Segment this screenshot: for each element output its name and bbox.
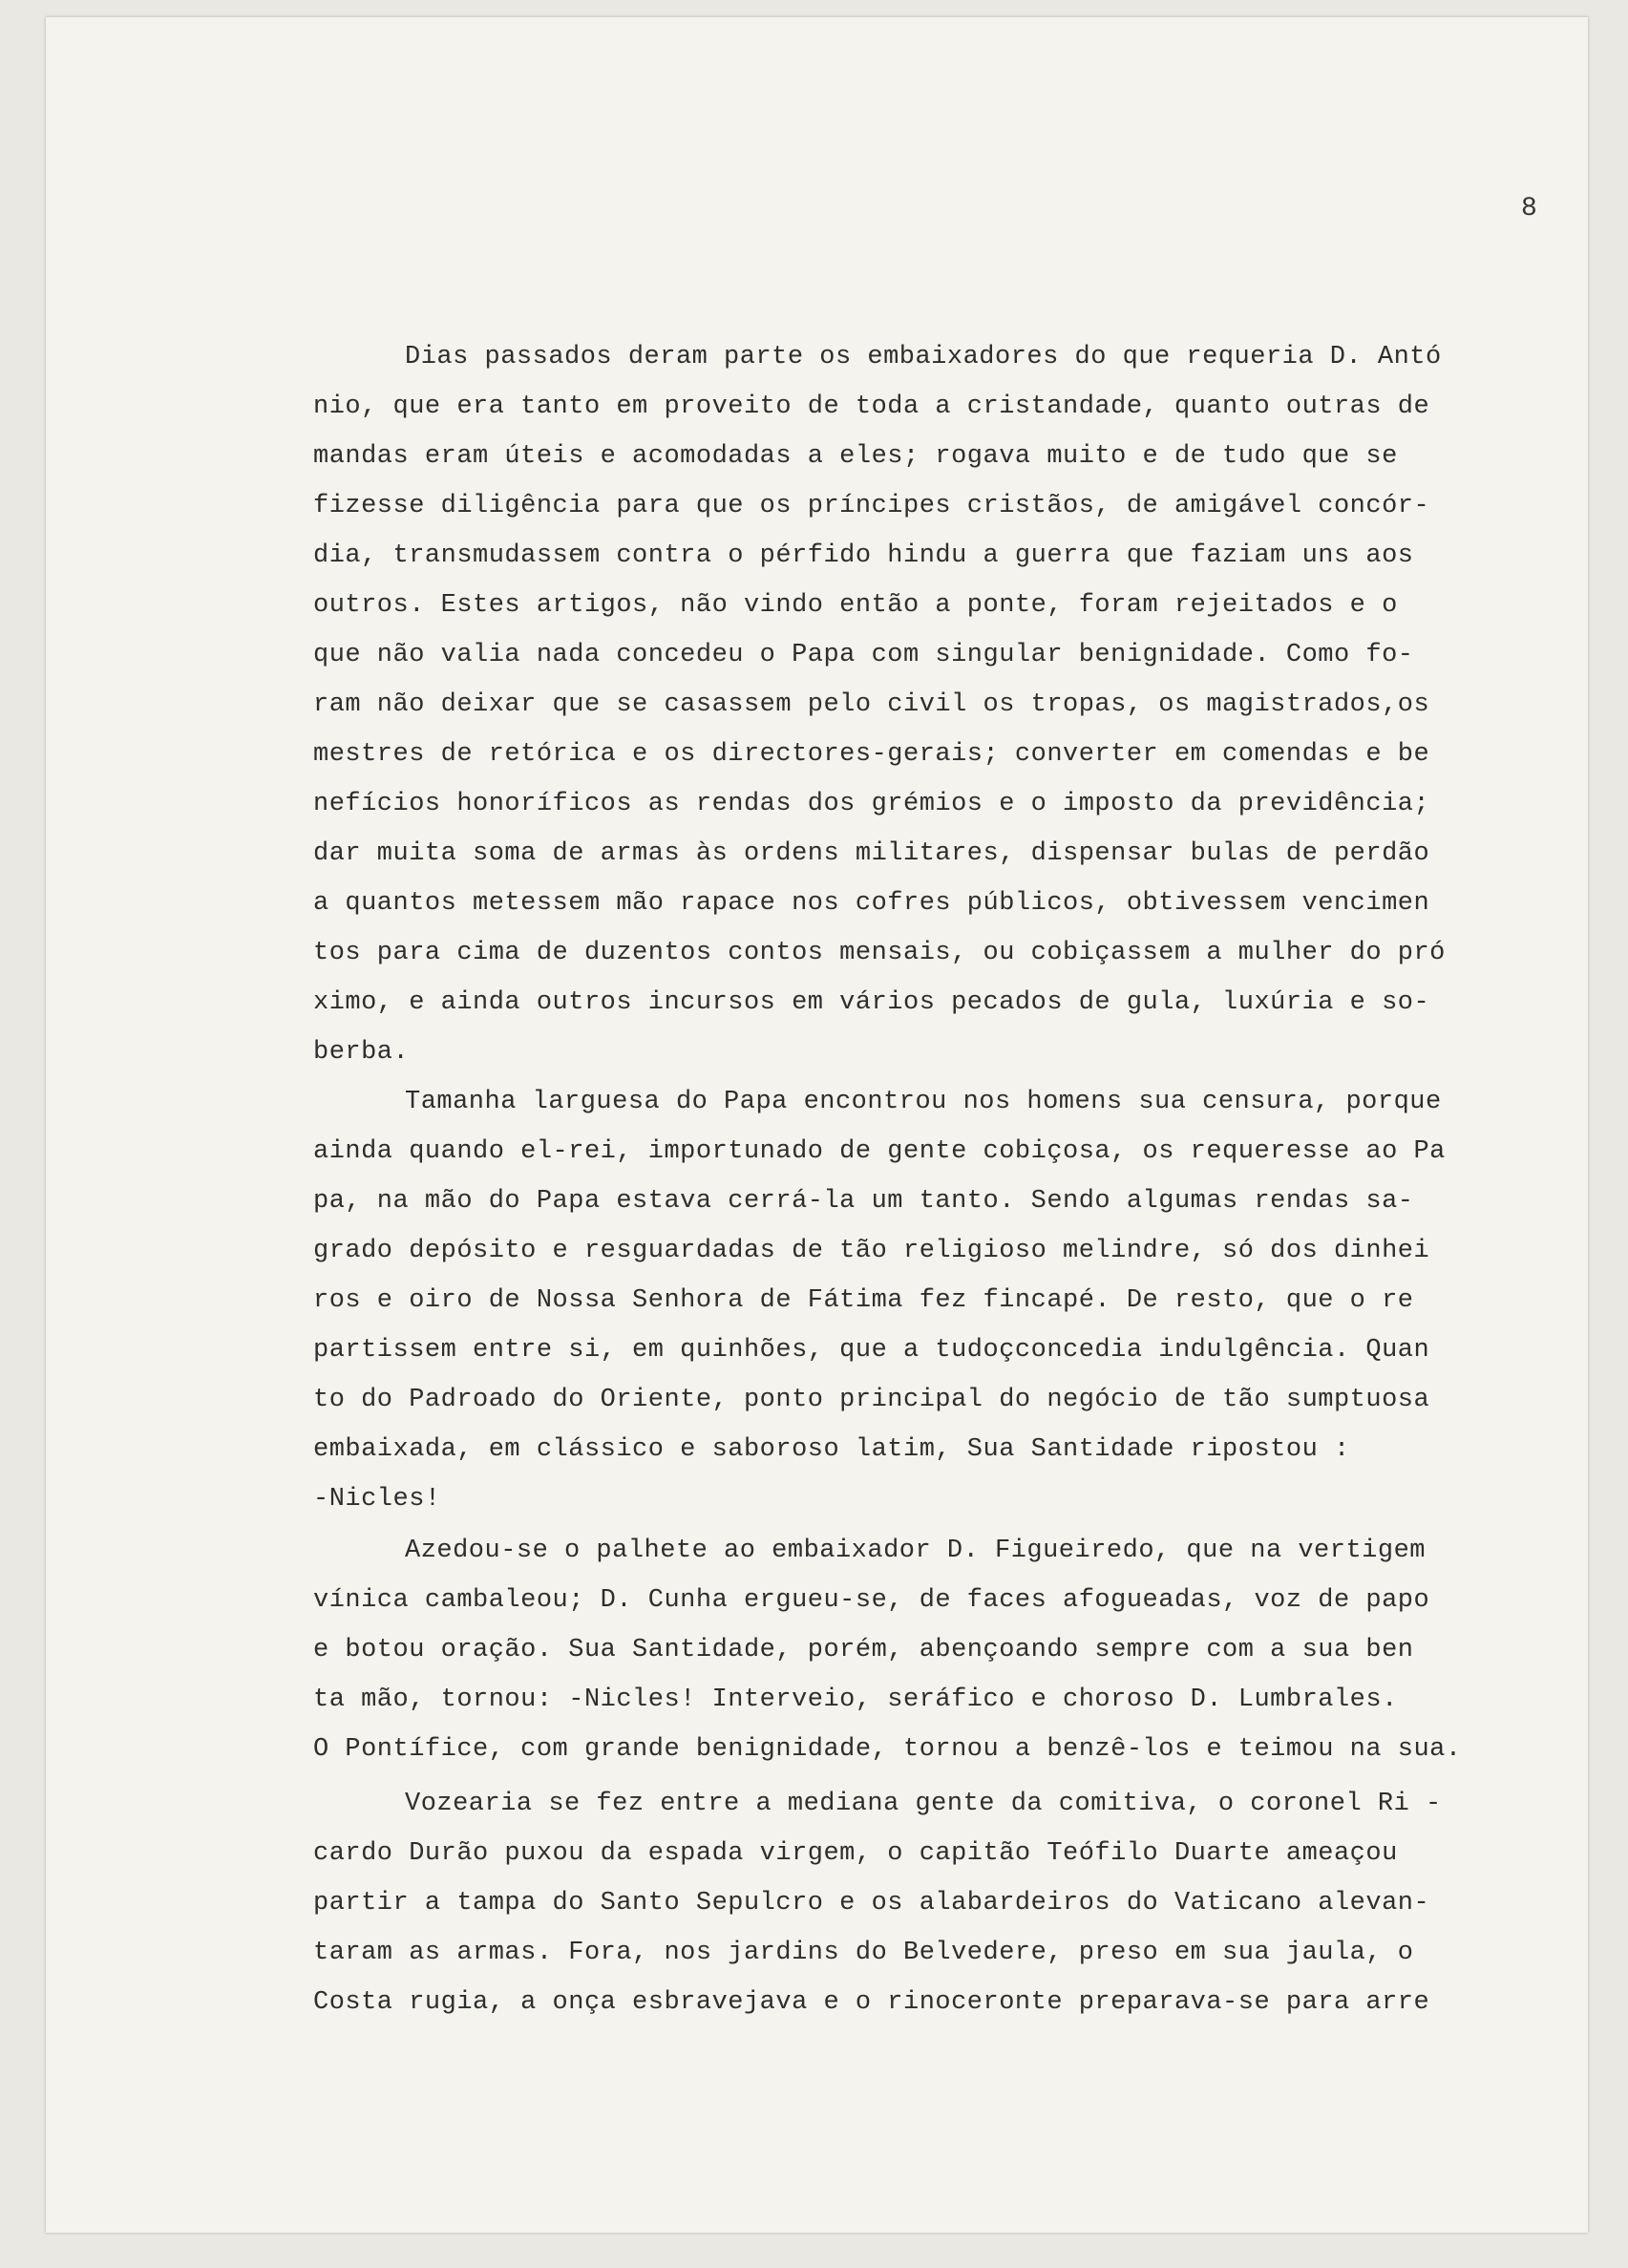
text-line: ximo, e ainda outros incursos em vários pecados de gula, luxúria e so-	[313, 988, 1430, 1017]
text-line: pa, na mão do Papa estava cerrá-la um tanto. Sendo algumas rendas sa-	[313, 1187, 1414, 1216]
text-line: to do Padroado do Oriente, ponto principal do negócio de tão sumptuosa	[313, 1386, 1430, 1414]
paragraph-4	[313, 1779, 1540, 2027]
text-line: ram não deixar que se casassem pelo civil os tropas, os magistrados,os	[313, 690, 1430, 719]
text-line: mandas eram úteis e acomodadas a eles; rogava muito e de tudo que se	[313, 442, 1398, 471]
text-line: a quantos metessem mão rapace nos cofres públicos, obtivessem vencimen	[313, 889, 1430, 918]
text-line: mestres de retórica e os directores-gerais; converter em comendas e be	[313, 740, 1430, 769]
text-line: cardo Durão puxou da espada virgem, o capitão Teófilo Duarte ameaçou	[313, 1839, 1398, 1868]
text-line: Tamanha larguesa do Papa encontrou nos homens sua censura, porque	[405, 1088, 1442, 1116]
text-line: vínica cambaleou; D. Cunha ergueu-se, de faces afogueadas, voz de papo	[313, 1586, 1430, 1615]
text-line: dia, transmudassem contra o pérfido hindu a guerra que faziam uns aos	[313, 541, 1414, 570]
page-number: 8	[1521, 194, 1537, 223]
paragraph-2	[313, 1077, 1540, 1524]
text-line: ta mão, tornou: -Nicles! Interveio, seráfico e choroso D. Lumbrales.	[313, 1685, 1398, 1714]
text-line: Costa rugia, a onça esbravejava e o rinoceronte preparava-se para arre	[313, 1988, 1430, 2017]
text-line: O Pontífice, com grande benignidade, tornou a benzê-los e teimou na sua.	[313, 1735, 1462, 1764]
text-line: outros. Estes artigos, não vindo então a ponte, foram rejeitados e o	[313, 591, 1398, 620]
text-line: nefícios honoríficos as rendas dos grémios e o imposto da previdência;	[313, 790, 1430, 818]
text-line: fizesse diligência para que os príncipes cristãos, de amigável concór-	[313, 492, 1430, 520]
text-line: Vozearia se fez entre a mediana gente da comitiva, o coronel Ri -	[405, 1790, 1442, 1818]
text-line: embaixada, em clássico e saboroso latim, Sua Santidade ripostou :	[313, 1435, 1350, 1464]
text-line: -Nicles!	[313, 1485, 441, 1514]
text-line: e botou oração. Sua Santidade, porém, abençoando sempre com a sua ben	[313, 1636, 1414, 1664]
text-line: Azedou-se o palhete ao embaixador D. Figueiredo, que na vertigem	[405, 1537, 1426, 1565]
text-line: berba.	[313, 1038, 410, 1067]
text-line: ros e oiro de Nossa Senhora de Fátima fez fincapé. De resto, que o re	[313, 1286, 1414, 1315]
paragraph-3	[313, 1526, 1540, 1774]
text-line: nio, que era tanto em proveito de toda a cristandade, quanto outras de	[313, 392, 1430, 421]
text-line: taram as armas. Fora, nos jardins do Belvedere, preso em sua jaula, o	[313, 1939, 1414, 1967]
text-line: Dias passados deram parte os embaixadores do que requeria D. Antó	[405, 343, 1442, 371]
typewritten-page	[46, 17, 1588, 2233]
text-line: que não valia nada concedeu o Papa com singular benignidade. Como fo-	[313, 641, 1414, 669]
text-line: partissem entre si, em quinhões, que a tudoçconcedia indulgência. Quan	[313, 1336, 1430, 1365]
paragraph-1	[313, 332, 1540, 1077]
text-line: ainda quando el-rei, importunado de gente cobiçosa, os requeresse ao Pa	[313, 1137, 1446, 1166]
text-line: tos para cima de duzentos contos mensais, ou cobiçassem a mulher do pró	[313, 939, 1446, 967]
text-line: grado depósito e resguardadas de tão religioso melindre, só dos dinhei	[313, 1237, 1430, 1265]
text-line: dar muita soma de armas às ordens militares, dispensar bulas de perdão	[313, 839, 1430, 868]
text-line: partir a tampa do Santo Sepulcro e os alabardeiros do Vaticano alevan-	[313, 1889, 1430, 1918]
